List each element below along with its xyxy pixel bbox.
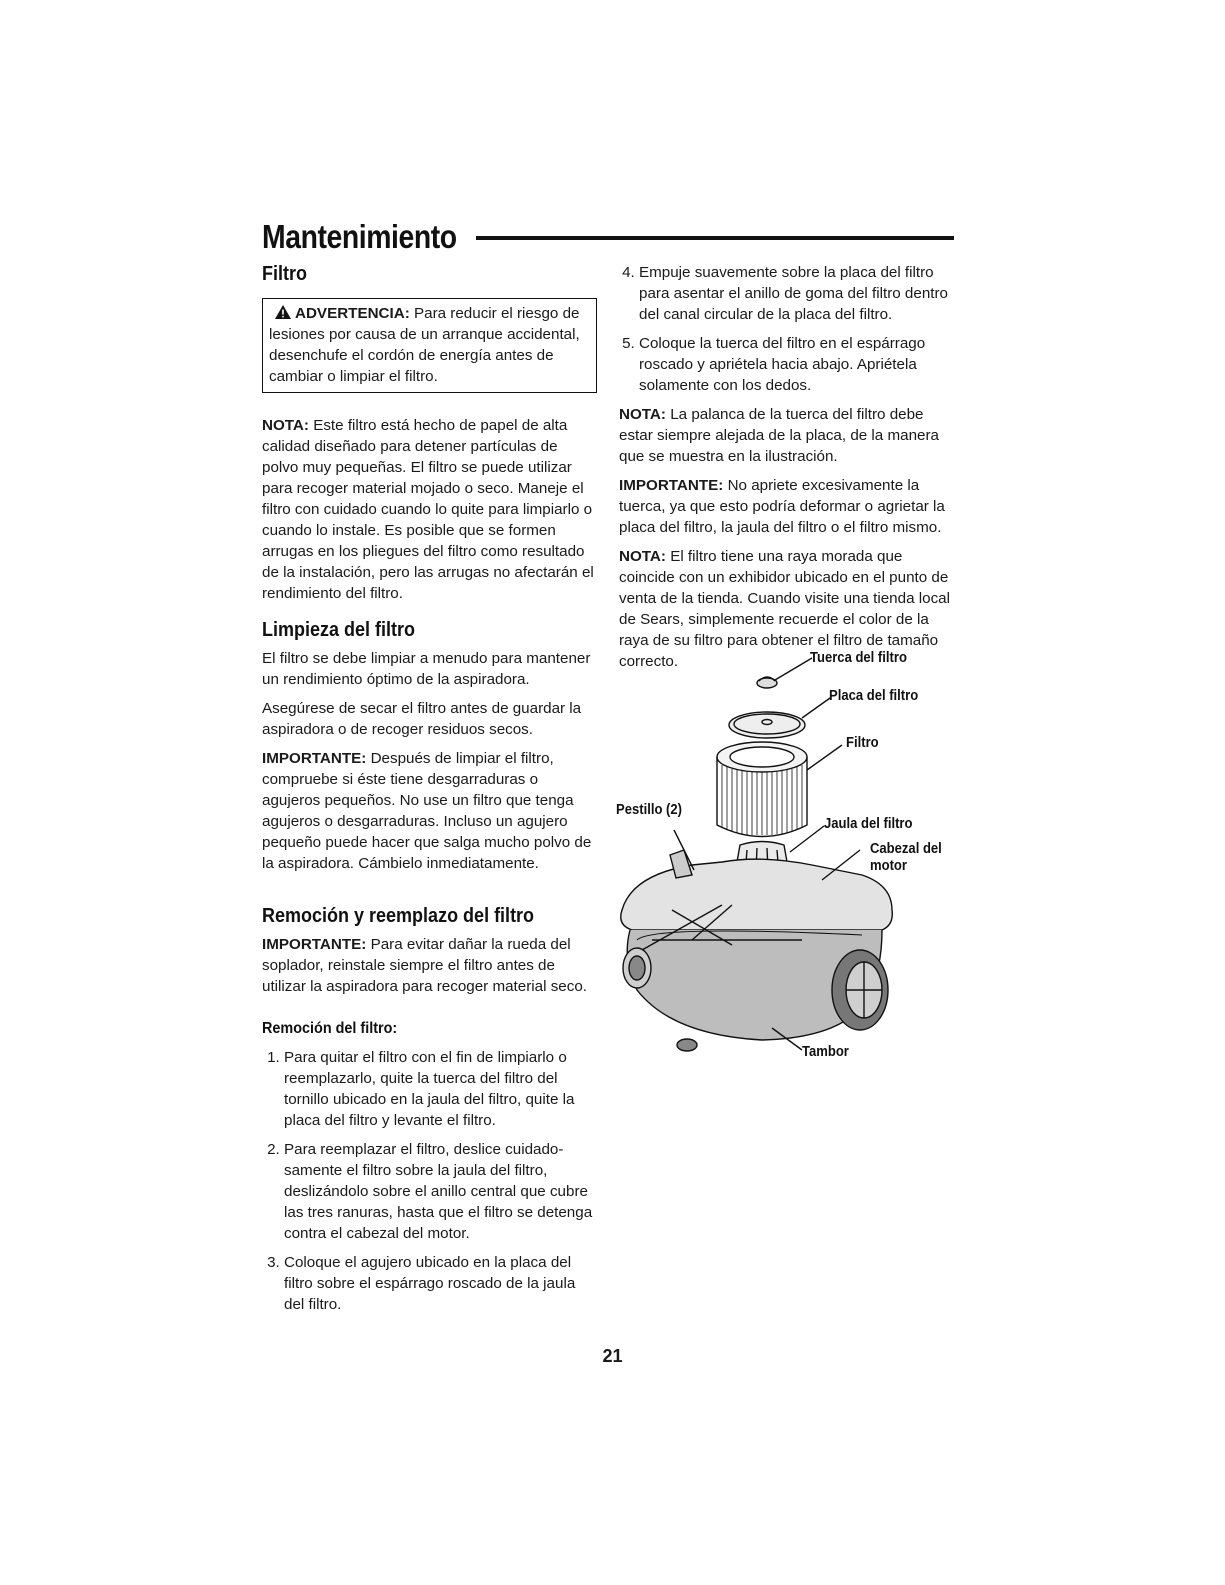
title-rule <box>476 236 954 240</box>
importante-label: IMPORTANTE: <box>619 477 724 494</box>
nota-label: NOTA: <box>619 406 666 423</box>
steps-list-1 <box>262 1047 597 1315</box>
importante-label: IMPORTANTE: <box>262 750 367 767</box>
warning-box <box>262 298 597 393</box>
section-title: Mantenimiento <box>262 218 457 255</box>
step-item: 2. Para reemplazar el filtro, deslice cuidado-samente el filtro sobre la jaula del filtro, deslizándolo sobre el anillo central que cubre las tres ranuras, hasta que el filtro se detenga contra el cabezal del motor. <box>284 1139 597 1244</box>
label-cabezal-motor: motor <box>870 858 907 874</box>
importante-paragraph <box>619 475 954 538</box>
limpieza-p2: Asegúrese de secar el filtro antes de guardar la aspiradora o de recoger residuos secos. <box>262 700 582 738</box>
step-item: 5. Coloque la tuerca del filtro en el espárrago roscado y apriétela hacia abajo. Apriétela solamente con los dedos. <box>639 333 954 396</box>
label-cabezal: Cabezal del <box>870 841 942 857</box>
page-number: 21 <box>602 1346 623 1366</box>
nota-paragraph <box>262 415 597 604</box>
warning-triangle-icon <box>275 305 291 319</box>
label-placa: Placa del filtro <box>829 688 919 704</box>
limpieza-p1: El filtro se debe limpiar a menudo para mantener un rendimiento óptimo de la aspiradora. <box>262 650 591 688</box>
remocion-subheading: Remoción del filtro: <box>262 1020 398 1037</box>
importante-text: Para evitar dañar la rueda del soplador, reinstale siempre el filtro antes de utilizar la aspiradora para recoger material seco. <box>262 936 587 995</box>
nota-label: NOTA: <box>262 417 309 434</box>
importante-text: No apriete excesivamente la tuerca, ya que esto podría deformar o agrietar la placa del filtro, la jaula del filtro o el filtro mismo. <box>619 477 945 536</box>
right-column <box>619 262 954 680</box>
remocion-importante <box>262 934 597 997</box>
importante-text: Después de limpiar el filtro, compruebe si éste tiene desgarraduras o agujeros pequeños. No use un filtro que tenga agujeros o desgarraduras. Incluso un agujero pequeño puede hacer que salga mucho polvo de la aspiradora. Cámbielo inmediatamente. <box>262 750 592 872</box>
label-tuerca: Tuerca del filtro <box>810 650 907 666</box>
left-column <box>262 262 597 1323</box>
label-filtro: Filtro <box>846 735 879 751</box>
label-tambor: Tambor <box>802 1044 849 1060</box>
step-item: 3. Coloque el agujero ubicado en la placa del filtro sobre el espárrago roscado de la jaula del filtro. <box>284 1252 597 1315</box>
warning-text: Para reducir el riesgo de lesiones por causa de un arranque accidental, desenchufe el cordón de energía antes de cambiar o limpiar el filtro. <box>269 305 580 385</box>
filtro-heading: Filtro <box>262 263 307 285</box>
limpieza-importante <box>262 748 597 874</box>
step-item: 4. Empuje suavemente sobre la placa del filtro para asentar el anillo de goma del filtro dentro del canal circular de la placa del filtro. <box>639 262 954 325</box>
remocion-heading: Remoción y reemplazo del filtro <box>262 905 535 927</box>
label-jaula: Jaula del filtro <box>824 816 913 832</box>
nota-text: La palanca de la tuerca del filtro debe estar siempre alejada de la placa, de la manera que se muestra en la ilustración. <box>619 406 939 465</box>
step-item: 1. Para quitar el filtro con el fin de limpiarlo o reemplazarlo, quite la tuerca del filtro del tornillo ubicado en la jaula del filtro, quite la placa del filtro y levante el filtro. <box>284 1047 597 1131</box>
nota1-paragraph <box>619 404 954 467</box>
nota-label: NOTA: <box>619 548 666 565</box>
vacuum-filter-diagram <box>612 640 957 1070</box>
nota-text: El filtro tiene una raya morada que coincide con un exhibidor ubicado en el punto de venta de la tienda. Cuando visite una tienda local de Sears, simplemente recuerde el color de la raya de su filtro para obtener el filtro de tamaño correcto. <box>619 548 950 670</box>
warning-label: ADVERTENCIA: <box>295 305 410 322</box>
nota-text: Este filtro está hecho de papel de alta calidad diseñado para detener partículas de polvo muy pequeñas. El filtro se puede utilizar para recoger material mojado o seco. Maneje el filtro con cuidado cuando lo quite para limpiarlo o cuando lo instale. Es posible que se formen arrugas en los pliegues del filtro como resultado de la instalación, pero las arrugas no afectarán el rendimiento del filtro. <box>262 417 594 602</box>
limpieza-heading: Limpieza del filtro <box>262 619 416 641</box>
importante-label: IMPORTANTE: <box>262 936 367 953</box>
steps-list-2 <box>619 262 954 396</box>
label-pestillo: Pestillo (2) <box>616 802 682 818</box>
